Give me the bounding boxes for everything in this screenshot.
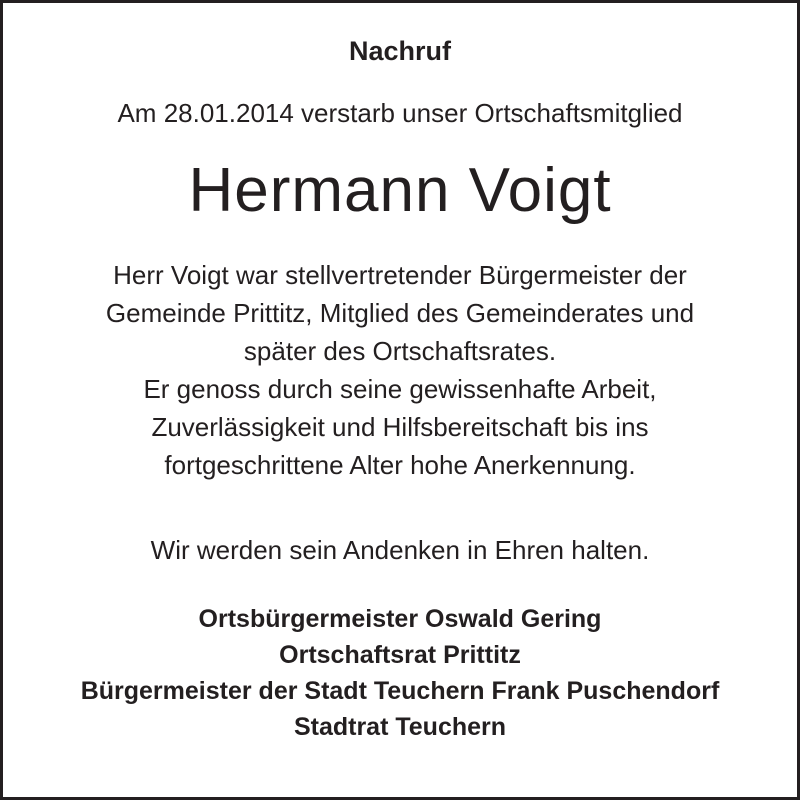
signatory: Stadtrat Teuchern (293, 713, 507, 741)
tribute-line: später des Ortschaftsrates. (243, 336, 557, 366)
signatory: Ortschaftsrat Prittitz (279, 641, 521, 669)
closing-statement: Wir werden sein Andenken in Ehren halten. (150, 535, 650, 565)
tribute-line: Zuverlässigkeit und Hilfsbereitschaft bis ins (151, 412, 649, 442)
tribute-line: Gemeinde Prittitz, Mitglied des Gemeinderates und (105, 298, 695, 328)
tribute-text (3, 256, 797, 484)
signatory: Bürgermeister der Stadt Teuchern Frank Puschendorf (80, 677, 720, 705)
deceased-name: Hermann Voigt (188, 156, 612, 225)
signatory-list (3, 601, 797, 745)
signatory: Ortsbürgermeister Oswald Gering (198, 605, 602, 633)
tribute-line: Herr Voigt war stellvertretender Bürgermeister der (113, 260, 687, 290)
tribute-line: Er genoss durch seine gewissenhafte Arbeit, (143, 374, 657, 404)
death-announcement: Am 28.01.2014 verstarb unser Ortschaftsmitglied (117, 98, 683, 128)
tribute-line: fortgeschrittene Alter hohe Anerkennung. (164, 450, 636, 480)
notice-heading: Nachruf (348, 36, 451, 66)
